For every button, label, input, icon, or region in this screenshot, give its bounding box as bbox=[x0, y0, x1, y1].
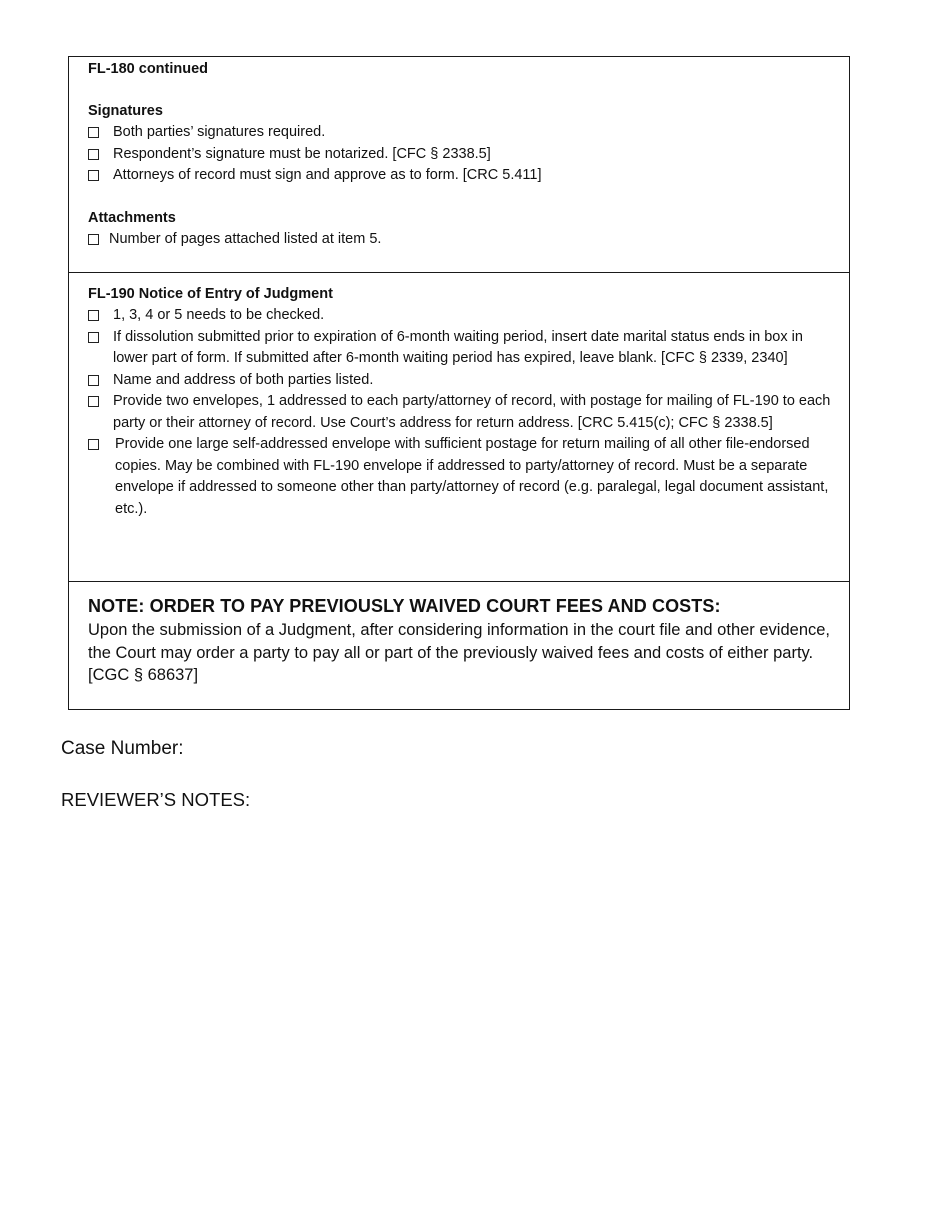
checkbox[interactable] bbox=[88, 310, 99, 321]
fl190-heading: FL-190 Notice of Entry of Judgment bbox=[88, 286, 333, 302]
checklist-item-text: Respondent’s signature must be notarized. [CFC § 2338.5] bbox=[113, 145, 491, 162]
checklist-item-text: If dissolution submitted prior to expiration of 6-month waiting period, insert date marital status ends in box in lower part of form. If submitted after 6-month waiting period has expired, leave blank. [CFC § 2339, 2340] bbox=[113, 328, 803, 366]
note-body: Upon the submission of a Judgment, after considering information in the court file and other evidence, the Court may order a party to pay all or part of the previously waived fees and costs of either party. [CGC § 68637] bbox=[88, 621, 831, 684]
case-number-label: Case Number: bbox=[61, 738, 184, 759]
checklist-table bbox=[68, 56, 850, 710]
checklist-item bbox=[88, 165, 831, 187]
checkbox[interactable] bbox=[88, 170, 99, 181]
checklist-item-text: Number of pages attached listed at item 5. bbox=[109, 230, 382, 247]
checkbox[interactable] bbox=[88, 375, 99, 386]
checklist-item-text: Provide one large self-addressed envelope with sufficient postage for return mailing of all other file-endorsed copies. May be combined with FL-190 envelope if addressed to party/attorney of record. Must be a separate envelope if addressed to someone other than party/attorney of record (e.g. paralegal, legal document assistant, etc.). bbox=[115, 436, 829, 517]
fl180-header: FL-180 continued bbox=[88, 61, 209, 77]
checkbox[interactable] bbox=[88, 332, 99, 343]
checkbox[interactable] bbox=[88, 234, 99, 245]
checklist-item-text: Both parties’ signatures required. bbox=[113, 124, 326, 140]
checkbox[interactable] bbox=[88, 149, 99, 160]
note-title: NOTE: ORDER TO PAY PREVIOUSLY WAIVED COURT FEES AND COSTS: bbox=[88, 596, 721, 616]
checklist-item bbox=[88, 327, 831, 370]
checkbox[interactable] bbox=[88, 439, 99, 450]
checkbox[interactable] bbox=[88, 396, 99, 407]
checklist-item bbox=[88, 391, 831, 434]
checklist-item bbox=[88, 305, 831, 327]
checklist-item bbox=[88, 229, 831, 251]
checklist-item-text: Name and address of both parties listed. bbox=[113, 371, 374, 388]
checklist-item bbox=[88, 144, 831, 166]
reviewer-notes-label: REVIEWER’S NOTES: bbox=[61, 789, 251, 810]
note-section bbox=[69, 581, 849, 709]
checkbox[interactable] bbox=[88, 127, 99, 138]
fl180-section bbox=[69, 57, 849, 272]
fl190-section bbox=[69, 272, 849, 581]
checklist-item bbox=[88, 370, 831, 392]
checklist-item-text: Provide two envelopes, 1 addressed to each party/attorney of record, with postage for mailing of FL-190 to each party or their attorney of record. Use Court’s address for return address. [CRC 5.415(c); CFC § 2338.5] bbox=[113, 393, 831, 431]
checklist-item bbox=[88, 434, 831, 520]
checklist-item bbox=[88, 122, 831, 144]
checklist-item-text: 1, 3, 4 or 5 needs to be checked. bbox=[113, 307, 325, 323]
attachments-heading: Attachments bbox=[88, 209, 176, 226]
checklist-item-text: Attorneys of record must sign and approve as to form. [CRC 5.411] bbox=[113, 167, 542, 183]
signatures-heading: Signatures bbox=[88, 103, 163, 119]
